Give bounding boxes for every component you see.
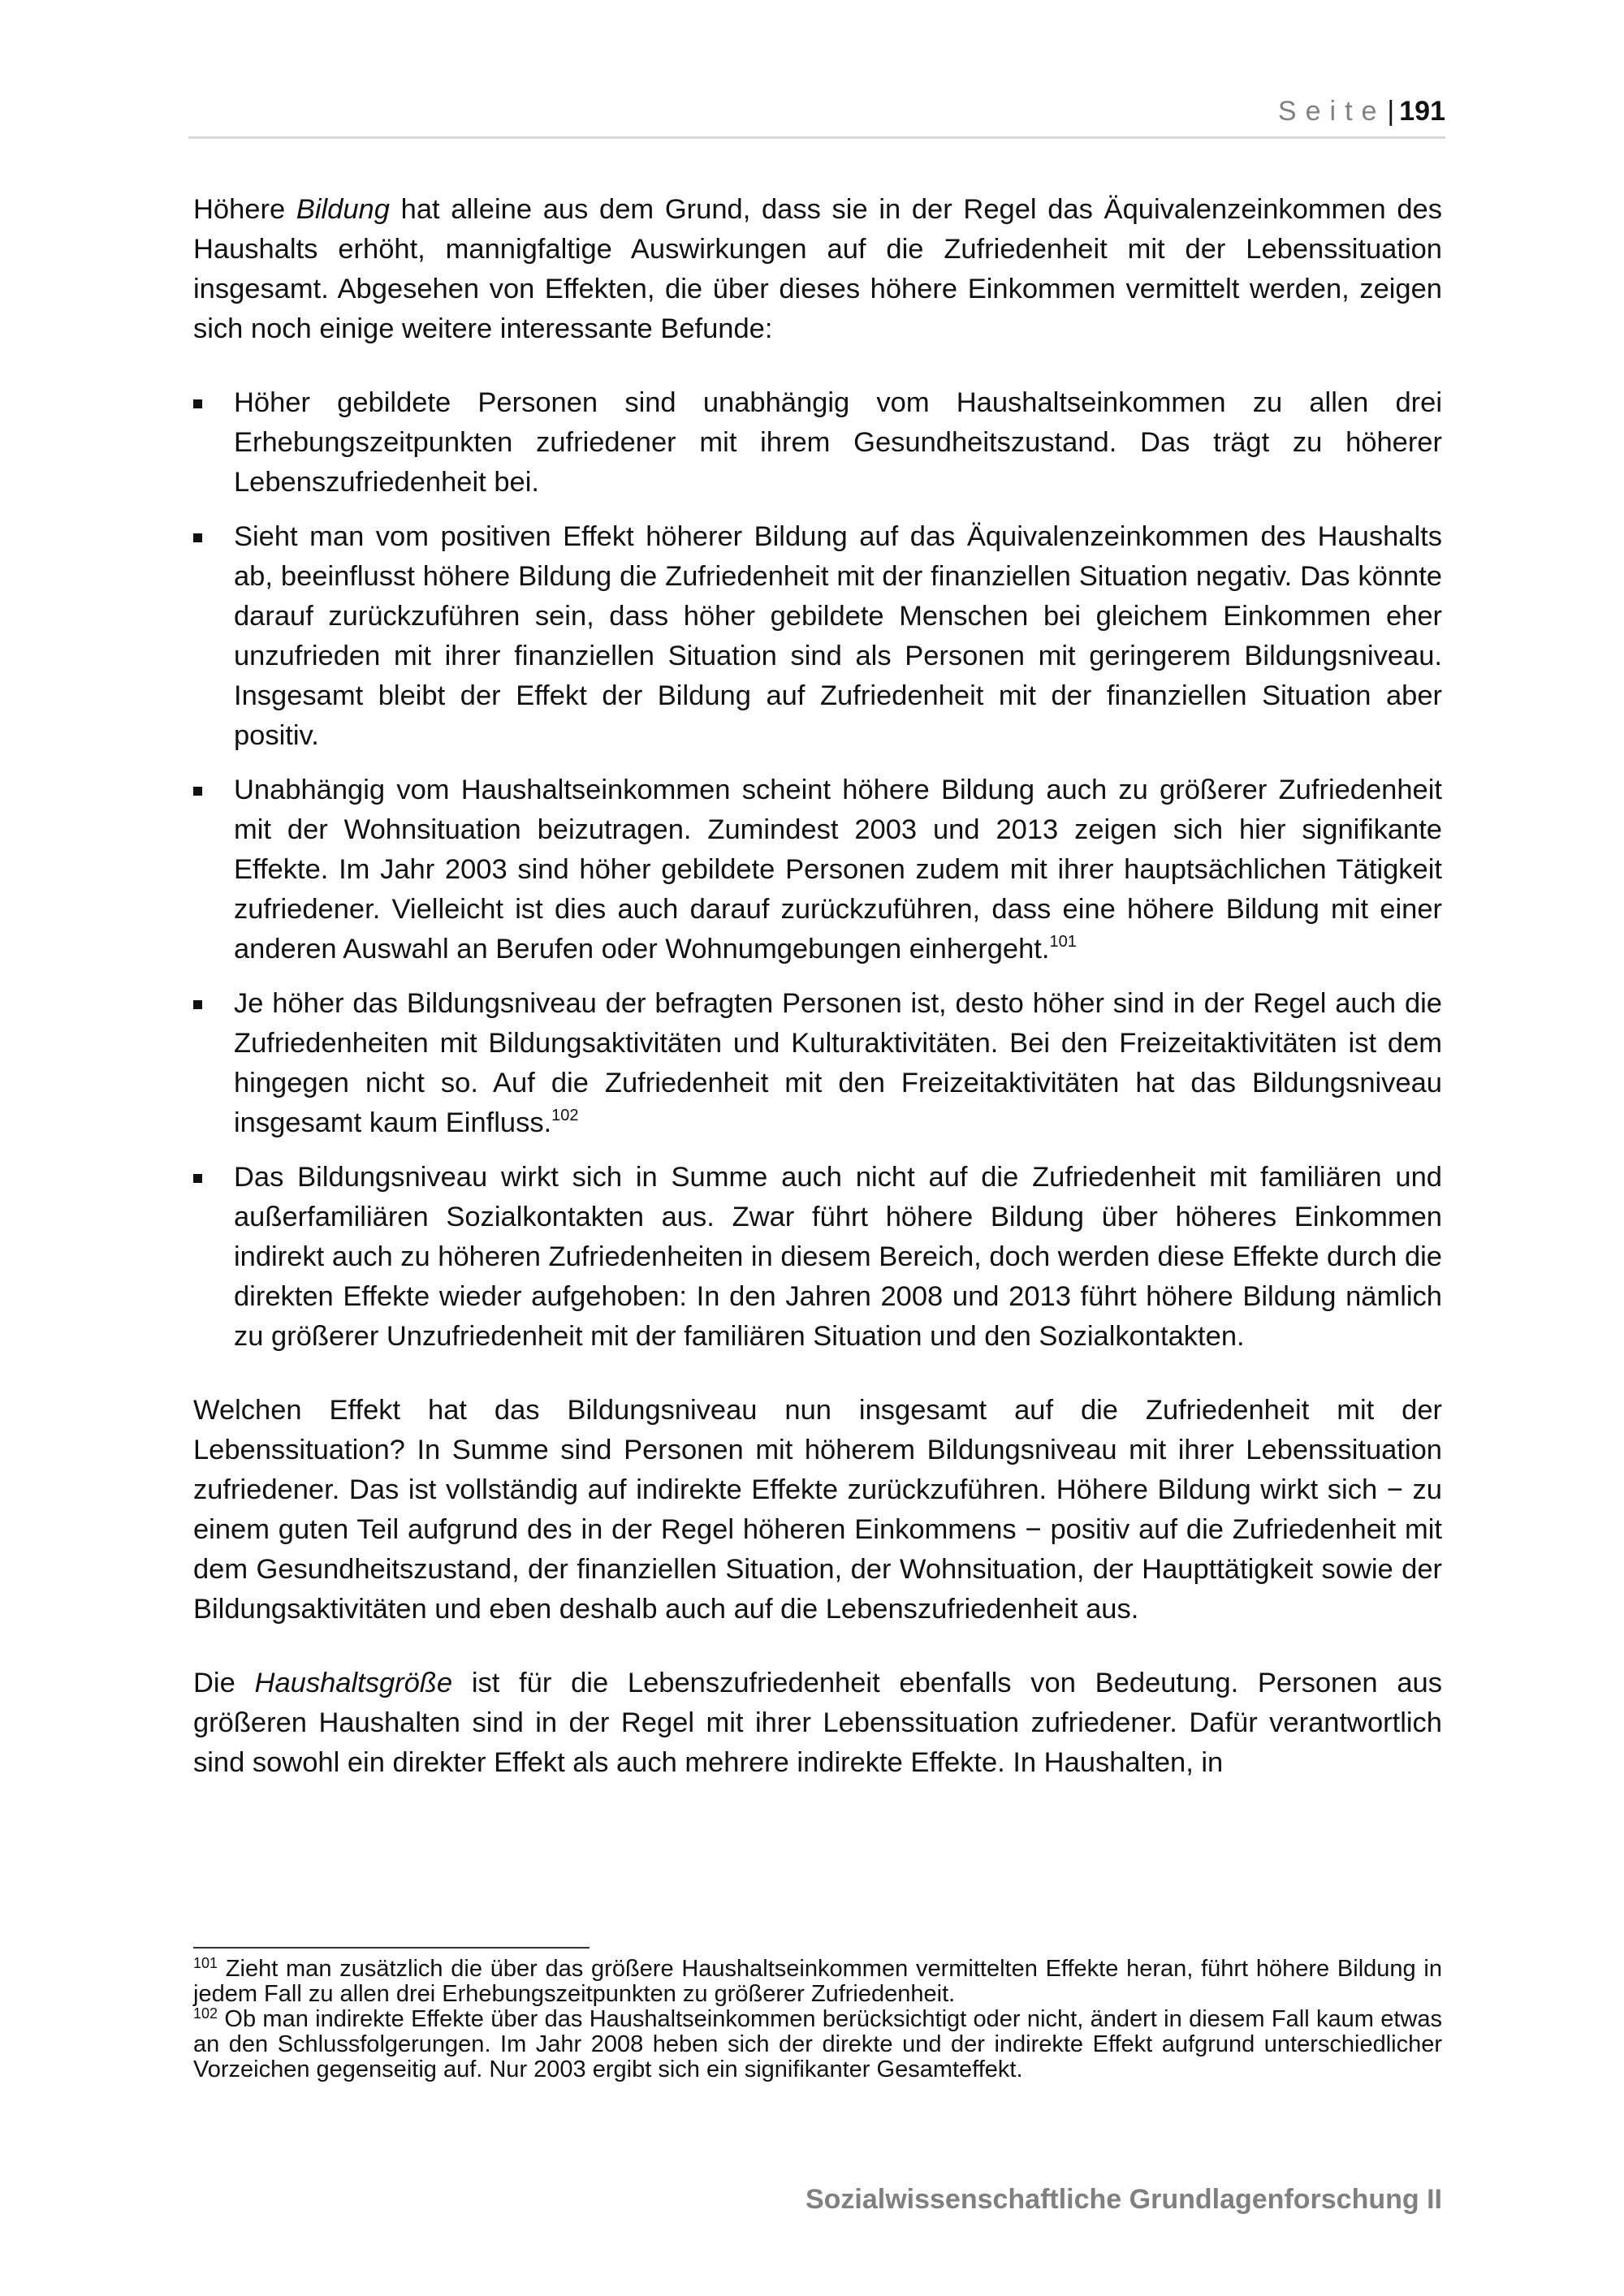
intro-paragraph xyxy=(193,190,1442,349)
summary-paragraph: Welchen Effekt hat das Bildungsniveau nun insgesamt auf die Zufriedenheit mit der Lebenssituation? In Summe sind Personen mit höherem Bildungsniveau mit ihrer Lebenssituation zufriedener. Das ist vollständig auf indirekte Effekte zurückzuführen. Höhere Bildung wirkt sich − zu einem guten Teil aufgrund des in der Regel höheren Einkommens − positiv auf die Zufriedenheit mit dem Gesundheitszustand, der finanziellen Situation, der Wohnsituation, der Haupttätigkeit sowie der Bildungsaktivitäten und eben deshalb auch auf die Lebenszufriedenheit aus. xyxy=(193,1395,1442,1625)
list-item xyxy=(193,517,1442,756)
footnote-number: 102 xyxy=(193,2005,218,2022)
footnote-number: 101 xyxy=(193,1955,218,1971)
footnote-divider xyxy=(193,1947,590,1949)
household-text-start: Die xyxy=(193,1668,255,1698)
page-separator: | xyxy=(1387,96,1395,127)
footnote-text: Zieht man zusätzlich die über das größere Haushaltseinkommen vermittelten Effekte heran, führt höhere Bildung in jedem Fall zu allen drei Erhebungszeitpunkten zu größerer Zufriedenheit. xyxy=(193,1956,1442,2007)
page-header xyxy=(188,91,1445,139)
list-item-text: Höher gebildete Personen sind unabhängig vom Haushaltseinkommen zu allen drei Erhebungszeitpunkten zufriedener mit ihrem Gesundheitszustand. Das trägt zu höherer Lebenszufriedenheit bei. xyxy=(234,387,1442,498)
main-content xyxy=(193,190,1442,1817)
intro-text-start: Höhere xyxy=(193,194,296,225)
footnote-reference[interactable]: 101 xyxy=(1049,933,1077,951)
list-item xyxy=(193,984,1442,1143)
page-header-text xyxy=(1278,96,1445,127)
footnotes xyxy=(193,1957,1442,2082)
footnote-reference[interactable]: 102 xyxy=(551,1107,579,1124)
list-item xyxy=(193,770,1442,969)
intro-text-rest: hat alleine aus dem Grund, dass sie in der Regel das Äquivalenzeinkommen des Haushalts erhöht, mannigfaltige Auswirkungen auf die Zufriedenheit mit der Lebenssituation insgesamt. Abgesehen von Effekten, die über dieses höhere Einkommen vermittelt werden, zeigen sich noch einige weitere interessante Befunde: xyxy=(193,194,1442,344)
household-text-rest: ist für die Lebenszufriedenheit ebenfalls von Bedeutung. Personen aus größeren Haushalten sind in der Regel mit ihrer Lebenssituation zufriedener. Dafür verantwortlich sind sowohl ein direkter Effekt als auch mehrere indirekte Effekte. In Haushalten, in xyxy=(193,1668,1442,1778)
footnote-text: Ob man indirekte Effekte über das Haushaltseinkommen berücksichtigt oder nicht, ändert in diesem Fall kaum etwas an den Schlussfolgerungen. Im Jahr 2008 heben sich der direkte und der indirekte Effekt aufgrund unterschiedlicher Vorzeichen gegenseitig auf. Nur 2003 ergibt sich ein signifikanter Gesamteffekt. xyxy=(193,2006,1442,2082)
page-footer: Sozialwissenschaftliche Grundlagenforschung II xyxy=(805,2184,1442,2215)
list-item xyxy=(193,1158,1442,1357)
footnote-102 xyxy=(193,2007,1442,2082)
findings-list xyxy=(193,383,1442,1357)
list-item-text: Je höher das Bildungsniveau der befragten Personen ist, desto höher sind in der Regel auch die Zufriedenheiten mit Bildungsaktivitäten und Kulturaktivitäten. Bei den Freizeitaktivitäten ist dem hingegen nicht so. Auf die Zufriedenheit mit den Freizeitaktivitäten hat das Bildungsniveau insgesamt kaum Einfluss. xyxy=(234,988,1442,1138)
household-paragraph xyxy=(193,1664,1442,1783)
list-item-text: Das Bildungsniveau wirkt sich in Summe auch nicht auf die Zufriedenheit mit familiären und außerfamiliären Sozialkontakten aus. Zwar führt höhere Bildung über höheres Einkommen indirekt auch zu höheren Zufriedenheiten in diesem Bereich, doch werden diese Effekte durch die direkten Effekte wieder aufgehoben: In den Jahren 2008 und 2013 führt höhere Bildung nämlich zu größerer Unzufriedenheit mit der familiären Situation und den Sozialkontakten. xyxy=(234,1162,1442,1352)
intro-emphasis: Bildung xyxy=(296,194,390,225)
list-item-text: Unabhängig vom Haushaltseinkommen scheint höhere Bildung auch zu größerer Zufriedenheit mit der Wohnsituation beizutragen. Zumindest 2003 und 2013 zeigen sich hier signifikante Effekte. Im Jahr 2003 sind höher gebildete Personen zudem mit ihrer hauptsächlichen Tätigkeit zufriedener. Vielleicht ist dies auch darauf zurückzuführen, dass eine höhere Bildung mit einer anderen Auswahl an Berufen oder Wohnumgebungen einhergeht. xyxy=(234,775,1442,965)
page-label: Seite xyxy=(1277,96,1386,127)
list-item xyxy=(193,383,1442,503)
footnote-101 xyxy=(193,1957,1442,2007)
household-emphasis: Haushaltsgröße xyxy=(254,1668,453,1698)
page-number: 191 xyxy=(1399,96,1445,127)
list-item-text: Sieht man vom positiven Effekt höherer Bildung auf das Äquivalenzeinkommen des Haushalts ab, beeinflusst höhere Bildung die Zufriedenheit mit der finanziellen Situation negativ. Das könnte darauf zurückzuführen sein, dass höher gebildete Menschen bei gleichem Einkommen eher unzufrieden mit ihrer finanziellen Situation sind als Personen mit geringerem Bildungsniveau. Insgesamt bleibt der Effekt der Bildung auf Zufriedenheit mit der finanziellen Situation aber positiv. xyxy=(234,521,1442,751)
